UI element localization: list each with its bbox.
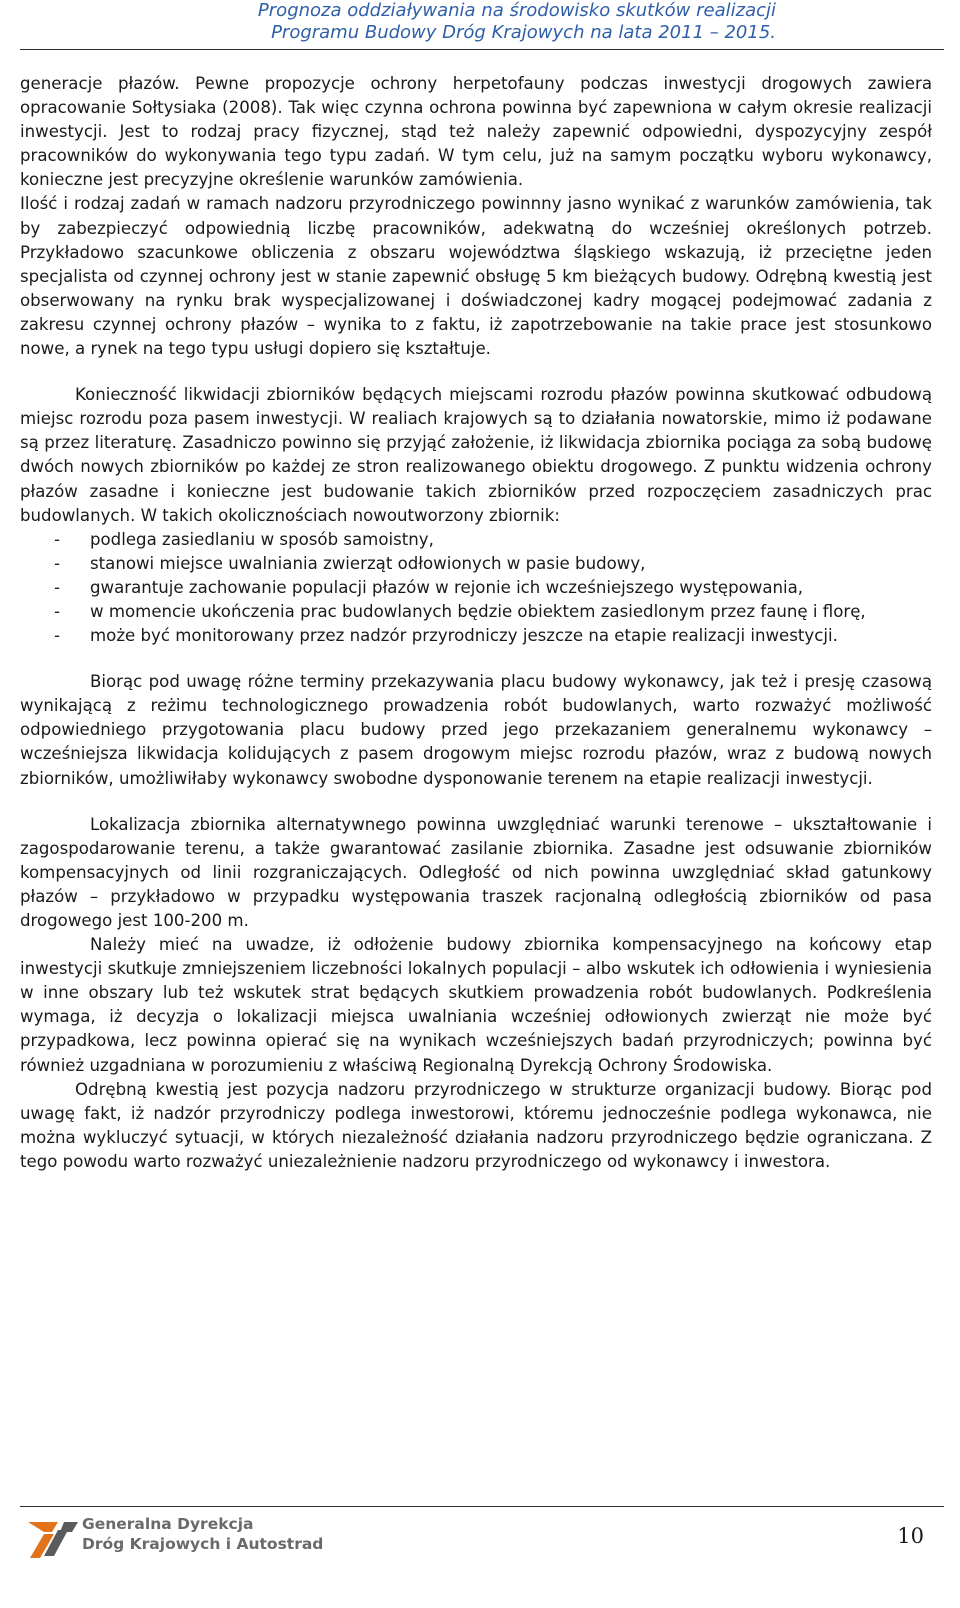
gddkia-logo-icon	[24, 1516, 80, 1560]
list-dash: -	[54, 601, 60, 621]
list-dash: -	[54, 529, 60, 549]
paragraph-3: Konieczność likwidacji zbiorników będących miejscami rozrodu płazów powinna skutkować odbudową miejsc rozrodu poza pasem inwestycji. W realiach krajowych są to działania nowatorskie, mimo iż podawane są przez literaturę. Zasadniczo powinno się przyjąć założenie, iż likwidacja zbiornika pociąga za sobą budowę dwóch nowych zbiorników po każdej ze stron realizowanego obiektu drogowego. Z punktu widzenia ochrony płazów zasadne i konieczne jest budowanie takich zbiorników przed rozpoczęciem zasadniczych prac budowlanych. W takich okolicznościach nowoutworzony zbiornik:	[20, 385, 932, 525]
paragraph-gap	[20, 648, 932, 670]
list-item	[20, 528, 932, 552]
paragraph-7: Odrębną kwestią jest pozycja nadzoru przyrodniczego w strukturze organizacji budowy. Biorąc pod uwagę fakt, iż nadzór przyrodniczy podlega inwestorowi, któremu jednocześnie podlega wykonawca, nie można wykluczyć sytuacji, w których niezależność działania nadzoru przyrodniczego będzie ograniczana. Z tego powodu warto rozważyć uniezależnienie nadzoru przyrodniczego od wykonawcy i inwestora.	[20, 1079, 932, 1171]
list-item	[20, 576, 932, 600]
reservoir-benefits-list	[20, 528, 932, 648]
organization-name	[82, 1514, 323, 1554]
paragraph-1: generacje płazów. Pewne propozycje ochrony herpetofauny podczas inwestycji drogowych zawiera opracowanie Sołtysiaka (2008). Tak więc czynna ochrona powinna być zapewniona w całym okresie realizacji inwestycji. Jest to rodzaj pracy fizycznej, stąd też należy zapewnić odpowiedni, dyspozycyjny zespół pracowników do wykonywania tego typu zadań. W tym celu, już na samym początku wyboru wykonawcy, konieczne jest precyzyjne określenie warunków zamówienia.	[20, 74, 932, 190]
paragraph-5: Lokalizacja zbiornika alternatywnego powinna uwzględniać warunki terenowe – ukształtowanie i zagospodarowanie terenu, a także gwarantować zasilanie zbiornika. Zasadne jest odsuwanie zbiorników kompensacyjnych od linii rozgraniczających. Odległość od nich powinna uwzględniać skład gatunkowy płazów – przykładowo w przypadku występowania traszek racjonalną odległością zbiorników od pasa drogowego jest 100-200 m.	[20, 814, 932, 930]
page-footer	[20, 1512, 944, 1592]
header-divider	[20, 49, 944, 50]
list-item	[20, 600, 932, 624]
list-item	[20, 552, 932, 576]
organization-name-line-2: Dróg Krajowych i Autostrad	[82, 1535, 324, 1553]
organization-name-line-1: Generalna Dyrekcja	[82, 1515, 254, 1533]
paragraph-gap	[20, 791, 932, 813]
header-title-line-2: Programu Budowy Dróg Krajowych na lata 2011 – 2015.	[271, 22, 776, 43]
paragraph-2: Ilość i rodzaj zadań w ramach nadzoru przyrodniczego powinnny jasno wynikać z warunków zamówienia, tak by zabezpieczyć odpowiednią liczbę pracowników, adekwatną do wcześniej określonych potrzeb. Przykładowo szacunkowe obliczenia z obszaru województwa śląskiego wskazują, iż przeciętne jeden specjalista od czynnej ochrony jest w stanie zapewnić obsługę 5 km bieżących budowy. Odrębną kwestią jest obserwowany na rynku brak wyspecjalizowanej i doświadczonej kadry mogącej podejmować zadania z zakresu czynnej ochrony płazów – wynika to z faktu, iż zapotrzebowanie na takie prace jest stosunkowo nowe, a rynek na tego typu usługi dopiero się kształtuje.	[20, 194, 932, 359]
list-dash: -	[54, 626, 60, 646]
document-body	[20, 72, 932, 1174]
list-item-text: stanowi miejsce uwalniania zwierząt odłowionych w pasie budowy,	[90, 553, 646, 573]
list-item-text: może być monitorowany przez nadzór przyrodniczy jeszcze na etapie realizacji inwestycji.	[90, 626, 838, 646]
header-title-line-1: Prognoza oddziaływania na środowisko skutków realizacji	[257, 0, 776, 21]
list-dash: -	[54, 577, 60, 597]
list-dash: -	[54, 553, 60, 573]
list-item	[20, 624, 932, 648]
page-number: 10	[897, 1524, 924, 1548]
list-item-text: podlega zasiedlaniu w sposób samoistny,	[90, 529, 434, 549]
paragraph-4: Biorąc pod uwagę różne terminy przekazywania placu budowy wykonawcy, jak też i presję czasową wynikającą z reżimu technologicznego prowadzenia robót budowlanych, warto rozważyć możliwość odpowiedniego przygotowania placu budowy przed jego przekazaniem generalnemu wykonawcy – wcześniejsza likwidacja kolidujących z pasem drogowym miejsc rozrodu płazów, wraz z budową nowych zbiorników, umożliwiłaby wykonawcy swobodne dysponowanie terenem na etapie realizacji inwestycji.	[20, 672, 932, 788]
footer-divider	[20, 1506, 944, 1507]
list-item-text: gwarantuje zachowanie populacji płazów w rejonie ich wcześniejszego występowania,	[90, 577, 804, 597]
list-item-text: w momencie ukończenia prac budowlanych będzie obiektem zasiedlonym przez faunę i florę,	[90, 601, 866, 621]
paragraph-6: Należy mieć na uwadze, iż odłożenie budowy zbiornika kompensacyjnego na końcowy etap inwestycji skutkuje zmniejszeniem liczebności lokalnych populacji – albo wskutek ich odłowienia i wyniesienia w inne obszary lub też wskutek strat będących skutkiem prowadzenia robót budowlanych. Podkreślenia wymaga, iż decyzja o lokalizacji miejsca uwalniania wcześniej odłowionych zwierząt nie może być przypadkowa, lecz powinna opierać się na wynikach wcześniejszych badań przyrodniczych; powinna być również uzgadniana w porozumieniu z właściwą Regionalną Dyrekcją Ochrony Środowiska.	[20, 935, 932, 1075]
paragraph-gap	[20, 361, 932, 383]
page-header	[0, 0, 960, 52]
